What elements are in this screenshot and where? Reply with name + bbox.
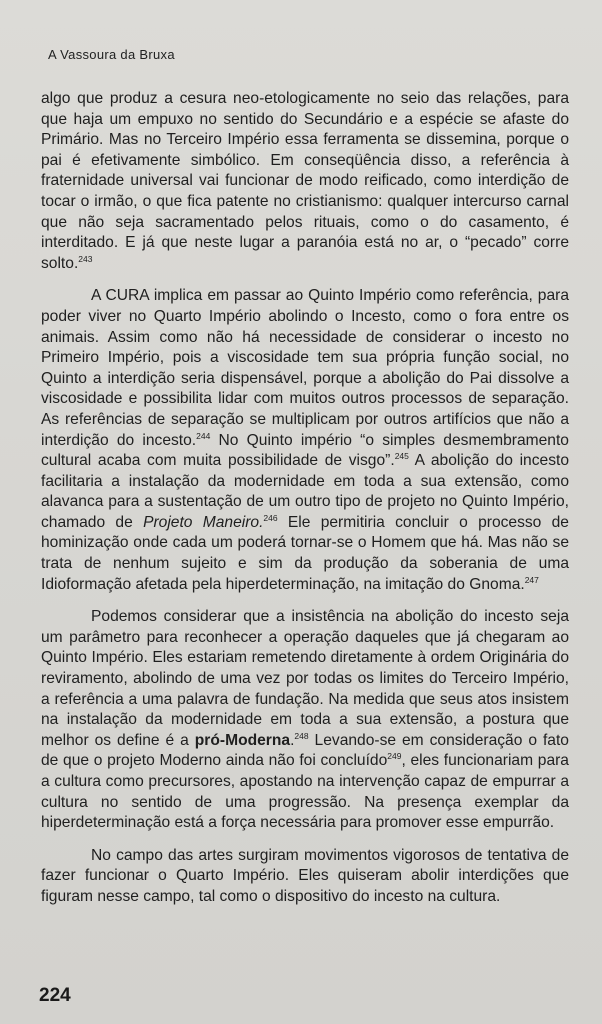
- footnote-ref: 247: [524, 574, 539, 585]
- footnote-ref: 248: [294, 730, 309, 741]
- footnote-ref: 243: [78, 253, 93, 264]
- body-text: [41, 89, 569, 920]
- paragraph: [41, 607, 569, 834]
- running-head: A Vassoura da Bruxa: [48, 47, 175, 62]
- footnote-ref: 245: [394, 451, 409, 462]
- paragraph: [41, 846, 569, 908]
- text-segment: A abolição do incesto facilitaria a instalação da modernidade em toda a sua extensão, como alavanca para a sustentação de um outro tipo de projeto no Quinto Império, chamado de: [41, 452, 569, 531]
- paragraph: [41, 89, 569, 274]
- text-segment: .: [290, 731, 295, 749]
- paragraph: [41, 286, 569, 595]
- page-number: 224: [39, 985, 71, 1006]
- text-segment: A CURA implica em passar ao Quinto Império como referência, para poder viver no Quarto Império abolindo o Incesto, como o fora entre os animais. Assim como não há necessidade de considerar o incesto no Primeiro Império, pois a viscosidade tem sua própria função social, no Quinto a interdição seria dispensável, porque a abolição do Pai dissolve a viscosidade e possibilita lidar com muitos outros processos de separação. As referências de separação se multiplicam por outros artifícios que não a interdição do incesto.: [41, 287, 569, 449]
- text-segment: , eles funcionariam para a cultura como precursores, apostando na intervenção capaz de empurrar a cultura no sentido de uma progressão. Na presença exemplar da hiperdeterminação está a força necessária para promover esse empurrão.: [41, 752, 569, 832]
- text-segment: No campo das artes surgiram movimentos vigorosos de tentativa de fazer funcionar o Quarto Império. Eles quiseram abolir interdições que figuram nesse campo, tal como o dispositivo do incesto na cultura.: [41, 846, 569, 905]
- text-segment: Levando-se em consideração o fato de que o projeto Moderno ainda não foi concluído: [41, 731, 569, 770]
- text-segment: Ele permitiria concluir o processo de hominização onde cada um poderá tornar-se o Homem que há. Mas não se trata de nenhum sujeito e sim da produção da soberania de uma Idioformação afetada pela hiperdeterminação, na imitação do Gnoma.: [41, 513, 569, 593]
- footnote-ref: 249: [387, 751, 402, 762]
- footnote-ref: 246: [263, 512, 278, 523]
- text-segment: Podemos considerar que a insistência na abolição do incesto seja um parâmetro para reconhecer a operação daqueles que já chegaram ao Quinto Império. Eles estariam remetendo diretamente à ordem Originária do reviramento, abolindo de uma vez por todas os limites do Terceiro Império, a referência a uma palavra de fundação. Na medida que seus atos insistem na instalação da modernidade em toda a sua extensão, a postura que melhor os define é a: [41, 608, 569, 749]
- text-segment: No Quinto império “o simples desmembramento cultural acaba com muita possibilidade de visgo”.: [41, 431, 569, 470]
- italic-text: Projeto Maneiro.: [143, 513, 264, 531]
- footnote-ref: 244: [196, 430, 211, 441]
- bold-text: pró-Moderna: [194, 731, 291, 749]
- text-segment: algo que produz a cesura neo-etologicamente no seio das relações, para que haja um empuxo no sentido do Secundário e a espécie se afaste do Primário. Mas no Terceiro Império essa ferramenta se dissemina, porque o pai é efetivamente simbólico. Em conseqüência disso, a referência à fraternidade universal vai funcionar de modo reificado, como interdição de tocar o irmão, o que fica patente no cristianismo: qualquer intercurso carnal que não seja sacramentado pelos rituais, como o do casamento, é interditado. E já que neste lugar a paranóia está no ar, o “pecado” corre solto.: [41, 90, 569, 272]
